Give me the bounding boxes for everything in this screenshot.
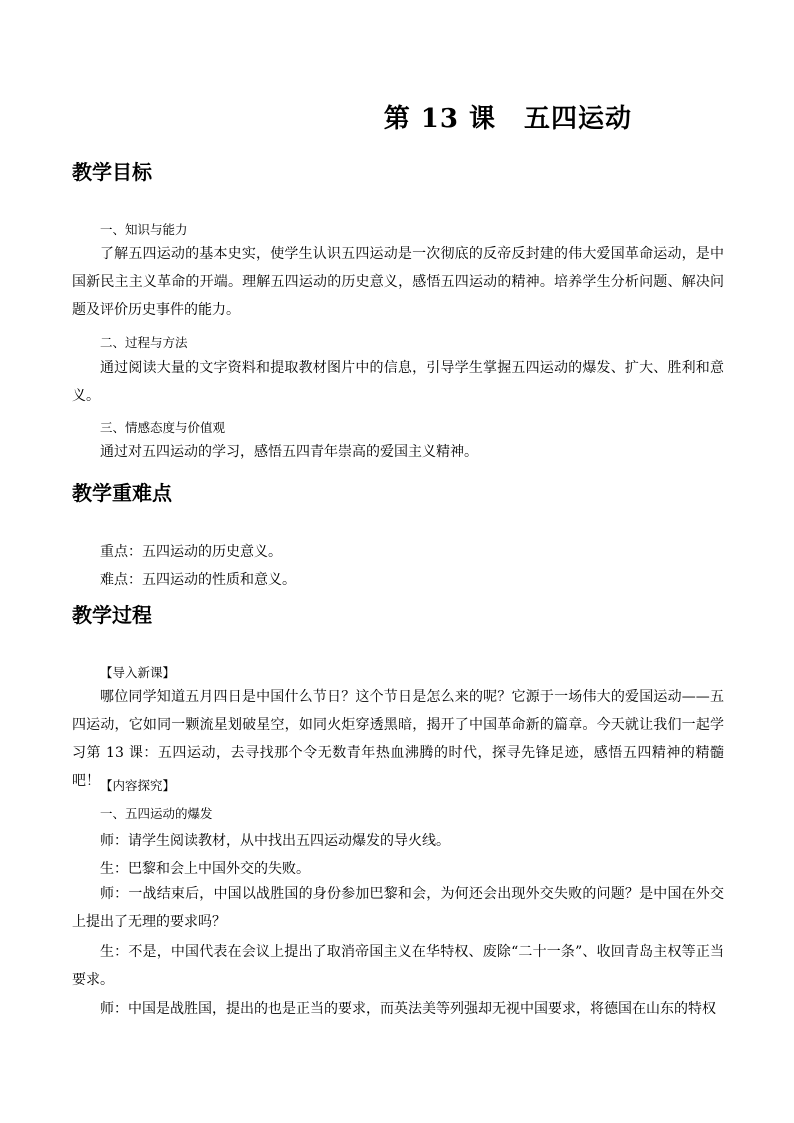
page-title — [72, 98, 632, 135]
emotion-text: 通过对五四运动的学习，感悟五四青年崇高的爱国主义精神。 — [100, 444, 478, 460]
lesson-topic: 五四运动 — [523, 104, 632, 134]
objectives-heading: 教学目标 — [72, 160, 152, 184]
knowledge-heading: 一、知识与能力 — [100, 222, 188, 237]
process-method-heading: 二、过程与方法 — [100, 335, 188, 350]
student-line-1: 生：巴黎和会上中国外交的失败。 — [100, 861, 310, 877]
intro-text: 哪位同学知道五月四日是中国什么节日？这个节日是怎么来的呢？它源于一场伟大的爱国运动——五四运动，它如同一颗流星划破星空，如同火炬穿透黑暗，揭开了中国革命新的篇章。今天就让我们一起学习第 13 课：五四运动，去寻找那个令无数青年热血沸腾的时代，探寻先锋足迹，感悟五四精神的精髓吧！ — [72, 689, 724, 789]
explore-heading: 【内容探究】 — [100, 778, 176, 793]
teacher-line-3: 师：中国是战胜国，提出的也是正当的要求，而英法美等列强却无视中国要求，将德国在山东的特权 — [100, 1001, 716, 1017]
key-points-heading: 教学重难点 — [72, 481, 172, 505]
teacher-line-2: 师：一战结束后，中国以战胜国的身份参加巴黎和会，为何还会出现外交失败的问题？是中国在外交上提出了无理的要求吗？ — [72, 886, 724, 930]
emotion-heading: 三、情感态度与价值观 — [100, 420, 226, 435]
difficult-point-text: 难点：五四运动的性质和意义。 — [100, 572, 296, 588]
process-method-text: 通过阅读大量的文字资料和提取教材图片中的信息，引导学生掌握五四运动的爆发、扩大、胜利和意义。 — [72, 360, 724, 404]
teacher-line-1: 师：请学生阅读教材，从中找出五四运动爆发的导火线。 — [100, 833, 450, 849]
lesson-number: 第 13 课 — [383, 104, 496, 134]
knowledge-text: 了解五四运动的基本史实，使学生认识五四运动是一次彻底的反帝反封建的伟大爱国革命运动，是中国新民主主义革命的开端。理解五四运动的历史意义，感悟五四运动的精神。培养学生分析问题、解决问题及评价历史事件的能力。 — [72, 246, 724, 318]
key-point-text: 重点：五四运动的历史意义。 — [100, 544, 282, 560]
process-heading: 教学过程 — [72, 603, 152, 627]
outbreak-heading: 一、五四运动的爆发 — [100, 806, 213, 821]
intro-heading: 【导入新课】 — [100, 665, 176, 680]
student-line-2: 生：不是，中国代表在会议上提出了取消帝国主义在华特权、废除“二十一条”、收回青岛主权等正当要求。 — [72, 944, 724, 988]
